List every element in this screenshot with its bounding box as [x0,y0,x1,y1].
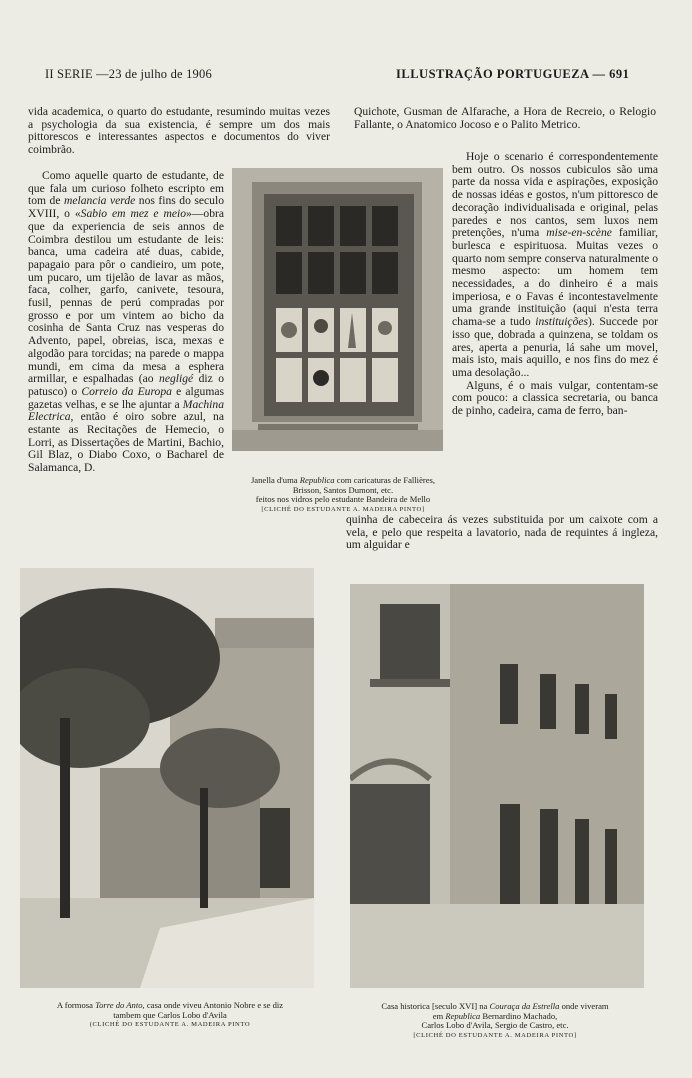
article-col2 [452,151,658,418]
caption-window: Janella d'uma Republica com caricaturas de Fallières, Brisson, Santos Dumont, etc. feitos nos vidros pelo estudante Bandeira de Mello [CLICHÉ DO ESTUDANTE A. MADEIRA PINTO] [250,475,436,513]
window-illustration [232,168,443,451]
article-col2-top [354,106,656,131]
paragraph: Como aquelle quarto de estudante, de que fala um curioso folheto escripto em tom de melancia verde nos fins do seculo XVIII, o «Sabio em mez e meio»—obra que da experiencia de seis annos de Coimbra destilou um estudante de leis: banca, uma cadeira até duas, cabide, papagaio para pôr o candieiro, um pote, um pucaro, um tijelão de lavar as mãos, faca, colher, garfo, canivete, tesoura, fusil, pennas de perú compradas por grosso e por um vintem ao bicho da cosinha de Santa Cruz nas vesperas do Advento, papel, obreias, isca, mexas e algodão para torcidas; na parede o mappa mundi, em cima da mesa a esphera armillar, e espalhadas (ao negligé diz o patusco) o Correio da Europa e algumas gazetas velhas, e se lhe ajuntar a Machina Electrica, então é oiro sobre azul, na estante as Recitações de Hemecio, o Lorri, as Dissertações de Martini, Bachio, Gil Blaz, o Diabo Coxo, o Bacharel de Salamanca, D. [28,169,225,475]
article-col1-top [28,106,330,157]
photo-window-republica [232,168,443,451]
article-col1 [28,170,224,475]
paragraph: Hoje o scenario é correspondentemente bem outro. Os nossos cubiculos são uma parte da nossa vida e aspirações, exposição de nossas idéas e gostos, n'um pittoresco de decoração individualisada e original, pelas paredes e nos cantos, sem luxos nem pretenções, n'uma mise-en-scène familiar, burlesca e espirituosa. Muitas vezes o quarto nom sempre conserva naturalmente o mesmo aspecto: um homem tem necessidades, a do dinheiro é a mais imperiosa, e o Favas é incontestavelmente uma grande instituição (aqui n'esta terra chama-se a tudo instituições). Succede por isso que, dobrada a quinzena, se toldam os ares, aperta a penuria, lá sahe um movel, mais isto, mais aquillo, e nos fins do mez é uma desolação... [452,150,658,379]
header-title-page: ILLUSTRAÇÃO PORTUGUEZA — 691 [396,67,630,81]
paragraph: Quichote, Gusman de Alfarache, a Hora de Recreio, o Relogio Fallante, o Anatomico Jocoso e o Palito Metrico. [354,105,656,131]
paragraph: quinha de cabeceira ás vezes substituida por um caixote com a vela, e pelo que respeita a lavatorio, nada de requintes á ingleza, um alguidar e [346,513,658,552]
paragraph: vida academica, o quarto do estudante, resumindo muitas vezes a psychologia da sua existencia, é sempre um dos mais pittorescos e interessantes aspectos e documentos do viver coimbrão. [28,105,330,157]
tower-illustration [20,568,314,988]
paragraph: Alguns, é o mais vulgar, contentam-se com pouco: a classica secretaria, ou banca de pinho, cadeira, cama de ferro, ban- [452,378,658,418]
photo-casa-historica [350,584,644,988]
header-issue-date: II SERIE —23 de julho de 1906 [45,67,212,81]
photo-torre-do-anto [20,568,314,988]
house-illustration [350,584,644,988]
caption-house: Casa historica [seculo XVI] na Couraça da Estrella onde viveram em Republica Bernardino Machado, Carlos Lobo d'Avila, Sergio de Castro, etc. [CLICHÉ DO ESTUDANTE A. MADEIRA PINTO] [381,1001,609,1039]
caption-tower: A formosa Torre do Anto, casa onde viveu Antonio Nobre e se diz tambem que Carlos Lobo d'Avila (CLICHÉ DO ESTUDANTE A. MADEIRA PINTO [56,1000,284,1029]
article-col2-bottom [346,514,658,552]
